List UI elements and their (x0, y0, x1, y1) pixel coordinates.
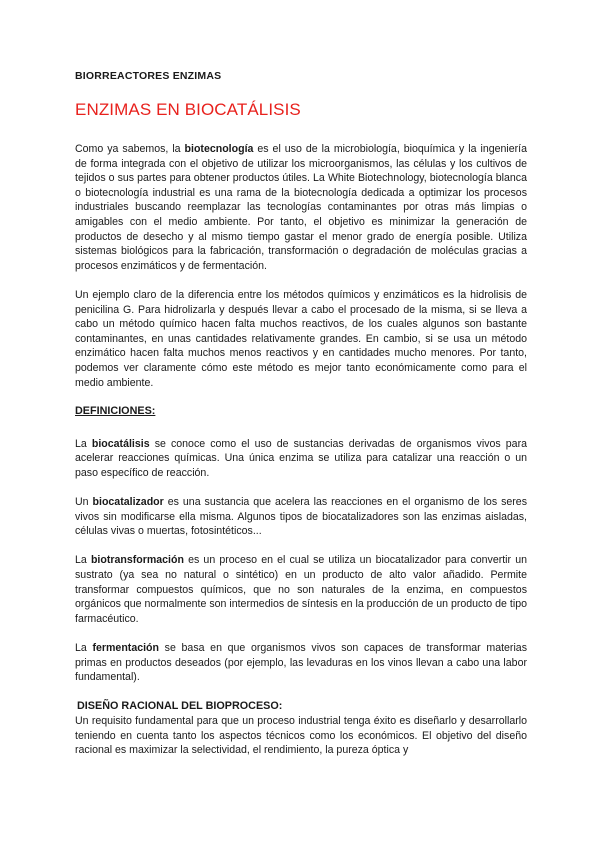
definition-after: se conoce como el uso de sustancias derivadas de organismos vivos para acelerar reacciones químicas. Una única enzima se utiliza para catalizar una reacción o un paso específico de reacción. (75, 437, 527, 479)
intro-p1-before: Como ya sabemos, la (75, 143, 185, 155)
document-header: BIORREACTORES ENZIMAS (75, 70, 222, 82)
intro-paragraph-2: Un ejemplo claro de la diferencia entre los métodos químicos y enzimáticos es la hidrolisis de penicilina G. Para hidrolizarla y después llevar a cabo el procesado de la misma, si se lleva a cabo un método químico hacen falta muchos reactivos, de los cuales algunos son bastante contaminantes, en unas cantidades relativamente grandes. En cambio, si se usa un método enzimático hacen falta muchos menos reactivos y en cantidades mucho menores. Por tanto, podemos ver claramente cómo este método es mejor tanto económicamente como para el medio ambiente. (75, 288, 527, 389)
term-biotransformacion: biotransformación (90, 554, 184, 567)
definition-before: La (75, 642, 93, 654)
definition-after: se basa en que organismos vivos son capaces de transformar materias primas en productos deseados (por ejemplo, las levaduras en los vinos llevan a cabo una labor fundamental). (75, 642, 527, 684)
term-biocatalizador: biocatalizador (92, 496, 164, 509)
definition-before: La (75, 437, 92, 450)
intro-p1-after: es el uso de la microbiología, bioquímica y la ingeniería de forma integrada con el objetivo de utilizar los microorganismos, las células y los cultivos de tejidos o sus partes para obtener productos útiles. La White Biotechnology, biotecnología blanca o biotecnología industrial es una rama de la biotecnología dedicada a optimizar los procesos industriales buscando reemplazar las tecnologías contaminantes por otras más limpias o amigables con el medio ambiente. Por tanto, el objetivo es minimizar la generación de productos de desecho y al mismo tiempo gastar el menor grado de energía posible. Utiliza sistemas biológicos para la fabricación, transformación o degradación de moléculas gracias a procesos enzimáticos y de fermentación. (75, 143, 527, 272)
term-fermentacion: fermentación (92, 642, 159, 654)
definition-after: es una sustancia que acelera las reacciones en el organismo de los seres vivos sin modificarse ella misma. Algunos tipos de biocatalizadores son las enzimas aisladas, células vivas o muertas, fotosintéticos... (75, 496, 527, 538)
definition-after: es un proceso en el cual se utiliza un biocatalizador para convertir un sustrato (ya sea no natural o sintético) en un producto de alto valor añadido. Permite transformar compuestos químicos, que no son naturales de la enzima, en compuestos orgánicos que normalmente son intermedios de síntesis en la producción de un producto de tipo farmacéutico. (75, 554, 527, 625)
definition-biotransformacion (75, 553, 527, 626)
document-body (75, 70, 527, 758)
intro-paragraph-1 (75, 142, 527, 273)
definition-biocatalizador (75, 495, 527, 539)
document-title: ENZIMAS EN BIOCATÁLISIS (75, 100, 301, 119)
definition-biocatalisis (75, 437, 527, 481)
definitions-heading: DEFINICIONES: (75, 404, 156, 417)
definition-before: La (75, 554, 91, 567)
definition-fermentacion (75, 641, 527, 685)
design-paragraph: Un requisito fundamental para que un proceso industrial tenga éxito es diseñarlo y desarrollarlo teniendo en cuenta tanto los aspectos técnicos como los económicos. El objetivo del diseño racional es maximizar la selectividad, el rendimiento, la pureza óptica y (75, 714, 527, 757)
term-biotecnologia: biotecnología (184, 143, 254, 155)
design-heading: DISEÑO RACIONAL DEL BIOPROCESO: (77, 700, 283, 713)
definition-before: Un (75, 496, 93, 509)
term-biocatalisis: biocatálisis (91, 437, 150, 450)
